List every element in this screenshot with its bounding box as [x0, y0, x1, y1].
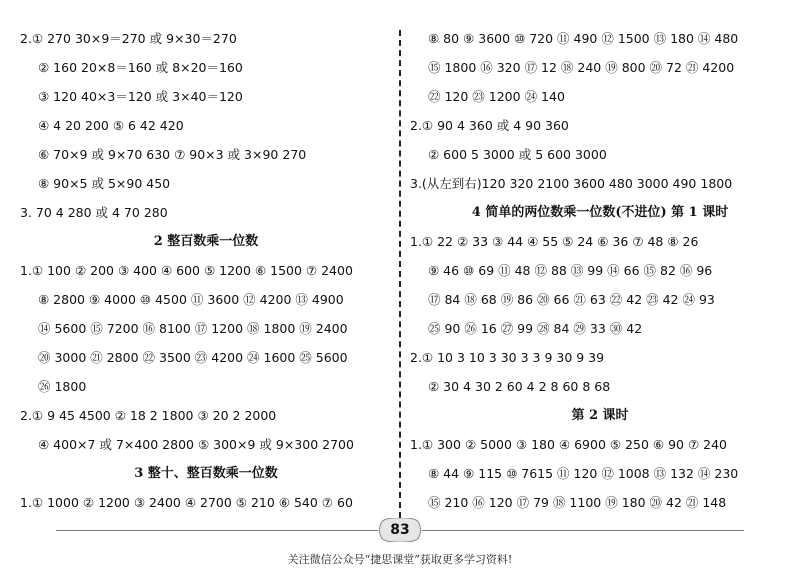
answer-line: ⑰ 84 ⑱ 68 ⑲ 86 ⑳ 66 ㉑ 63 ㉒ 42 ㉓ 42 ㉔ 93	[428, 292, 715, 307]
answer-line: 1.① 300 ② 5000 ③ 180 ④ 6900 ⑤ 250 ⑥ 90 ⑦ 240	[410, 437, 727, 452]
left-column	[20, 24, 392, 517]
answer-line: 2.① 90 4 360 或 4 90 360	[410, 118, 569, 133]
section-heading: 4 简单的两位数乘一位数(不进位) 第 1 课时	[471, 205, 729, 220]
answer-line: ② 600 5 3000 或 5 600 3000	[428, 147, 607, 162]
answer-line: ④ 400×7 或 7×400 2800 ⑤ 300×9 或 9×300 2700	[38, 437, 354, 452]
section-heading: 3 整十、整百数乘一位数	[134, 466, 278, 481]
answer-line: ② 30 4 30 2 60 4 2 8 60 8 68	[428, 379, 611, 394]
answer-line: ⑮ 210 ⑯ 120 ⑰ 79 ⑱ 1100 ⑲ 180 ⑳ 42 ㉑ 148	[428, 495, 727, 510]
answer-line: 2.① 270 30×9＝270 或 9×30＝270	[20, 31, 237, 46]
answer-line: 2.① 10 3 10 3 30 3 3 9 30 9 39	[410, 350, 605, 365]
answer-line: ⑭ 5600 ⑮ 7200 ⑯ 8100 ⑰ 1200 ⑱ 1800 ⑲ 2400	[38, 321, 348, 336]
page-number-badge	[378, 518, 422, 542]
answer-line: ③ 120 40×3＝120 或 3×40＝120	[38, 89, 243, 104]
answer-line: ⑧ 80 ⑨ 3600 ⑩ 720 ⑪ 490 ⑫ 1500 ⑬ 180 ⑭ 480	[428, 31, 739, 46]
section-heading: 2 整百数乘一位数	[153, 234, 259, 249]
right-column	[410, 24, 790, 517]
answer-line: ㉖ 1800	[38, 379, 87, 394]
answer-line: ⑧ 44 ⑨ 115 ⑩ 7615 ⑪ 120 ⑫ 1008 ⑬ 132 ⑭ 230	[428, 466, 739, 481]
answer-line: ⑥ 70×9 或 9×70 630 ⑦ 90×3 或 3×90 270	[38, 147, 307, 162]
answer-line: ④ 4 20 200 ⑤ 6 42 420	[38, 118, 184, 133]
answer-line: ② 160 20×8＝160 或 8×20＝160	[38, 60, 243, 75]
answer-line: ⑮ 1800 ⑯ 320 ⑰ 12 ⑱ 240 ⑲ 800 ⑳ 72 ㉑ 4200	[428, 60, 735, 75]
answer-line: 3.(从左到右)120 320 2100 3600 480 3000 490 1800	[410, 176, 733, 191]
answer-line: ⑨ 46 ⑩ 69 ⑪ 48 ⑫ 88 ⑬ 99 ⑭ 66 ⑮ 82 ⑯ 96	[428, 263, 713, 278]
section-heading: 第 2 课时	[571, 408, 629, 423]
page-number: 83	[390, 522, 410, 538]
answer-line: 3. 70 4 280 或 4 70 280	[20, 205, 168, 220]
answer-line: ⑧ 2800 ⑨ 4000 ⑩ 4500 ⑪ 3600 ⑫ 4200 ⑬ 4900	[38, 292, 344, 307]
answer-line: ⑳ 3000 ㉑ 2800 ㉒ 3500 ㉓ 4200 ㉔ 1600 ㉕ 5600	[38, 350, 348, 365]
answer-line: ㉒ 120 ㉓ 1200 ㉔ 140	[428, 89, 565, 104]
column-divider	[399, 30, 401, 518]
answer-line: 1.① 22 ② 33 ③ 44 ④ 55 ⑤ 24 ⑥ 36 ⑦ 48 ⑧ 26	[410, 234, 699, 249]
footer-note: 关注微信公众号“捷思课堂”获取更多学习资料!	[287, 553, 513, 566]
answer-line: 1.① 100 ② 200 ③ 400 ④ 600 ⑤ 1200 ⑥ 1500 ⑦ 2400	[20, 263, 353, 278]
answer-line: 2.① 9 45 4500 ② 18 2 1800 ③ 20 2 2000	[20, 408, 277, 423]
answer-line: 1.① 1000 ② 1200 ③ 2400 ④ 2700 ⑤ 210 ⑥ 540 ⑦ 60	[20, 495, 353, 510]
answer-line: ㉕ 90 ㉖ 16 ㉗ 99 ㉘ 84 ㉙ 33 ㉚ 42	[428, 321, 643, 336]
answer-line: ⑧ 90×5 或 5×90 450	[38, 176, 171, 191]
